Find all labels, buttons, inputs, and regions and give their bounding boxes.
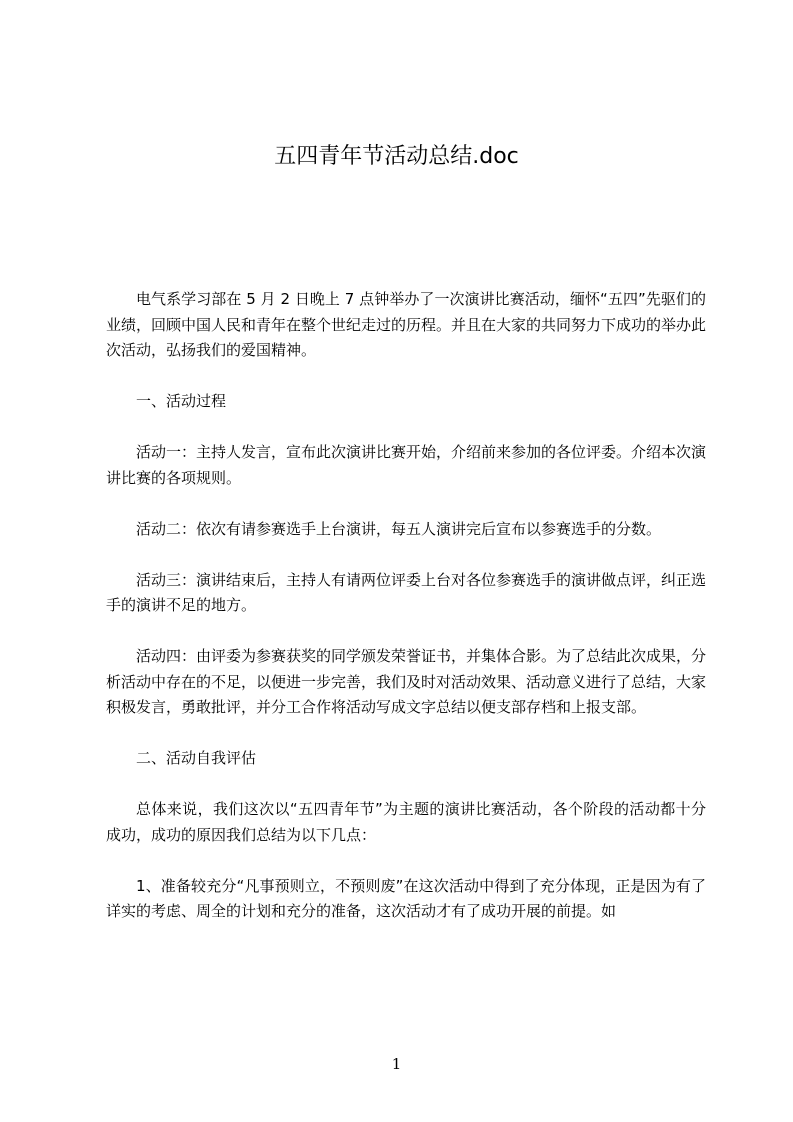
paragraph-point-one: 1、准备较充分“凡事预则立，不预则废”在这次活动中得到了充分体现，正是因为有了详实的考虑、周全的计划和充分的准备，这次活动才有了成功开展的前提。如 [106, 876, 706, 920]
paragraph-activity-one: 活动一：主持人发言，宣布此次演讲比赛开始，介绍前来参加的各位评委。介绍本次演讲比赛的各项规则。 [106, 443, 707, 487]
paragraph-activity-four: 活动四：由评委为参赛获奖的同学颁发荣誉证书，并集体合影。为了总结此次成果，分析活动中存在的不足，以便进一步完善，我们及时对活动效果、活动意义进行了总结，大家积极发言，勇敢批评，并分工合作将活动写成文字总结以便支部存档和上报支部。 [106, 647, 707, 716]
section-heading-activity-process: 一、活动过程 [136, 392, 227, 410]
document-body [106, 287, 706, 950]
paragraph-overall: 总体来说，我们这次以“五四青年节”为主题的演讲比赛活动，各个阶段的活动都十分成功，成功的原因我们总结为以下几点： [106, 800, 706, 844]
document-title: 五四青年节活动总结.doc [274, 144, 519, 169]
paragraph-activity-three: 活动三：演讲结束后，主持人有请两位评委上台对各位参赛选手的演讲做点评，纠正选手的演讲不足的地方。 [106, 570, 707, 614]
paragraph-activity-two: 活动二：依次有请参赛选手上台演讲，每五人演讲完后宣布以参赛选手的分数。 [136, 519, 662, 538]
page-number: 1 [391, 1055, 402, 1073]
paragraph-intro: 电气系学习部在 5 月 2 日晚上 7 点钟举办了一次演讲比赛活动，缅怀“五四”先驱们的业绩，回顾中国人民和青年在整个世纪走过的历程。并且在大家的共同努力下成功的举办此次活动，弘扬我们的爱国精神。 [106, 290, 707, 359]
section-heading-self-evaluation: 二、活动自我评估 [136, 749, 257, 767]
